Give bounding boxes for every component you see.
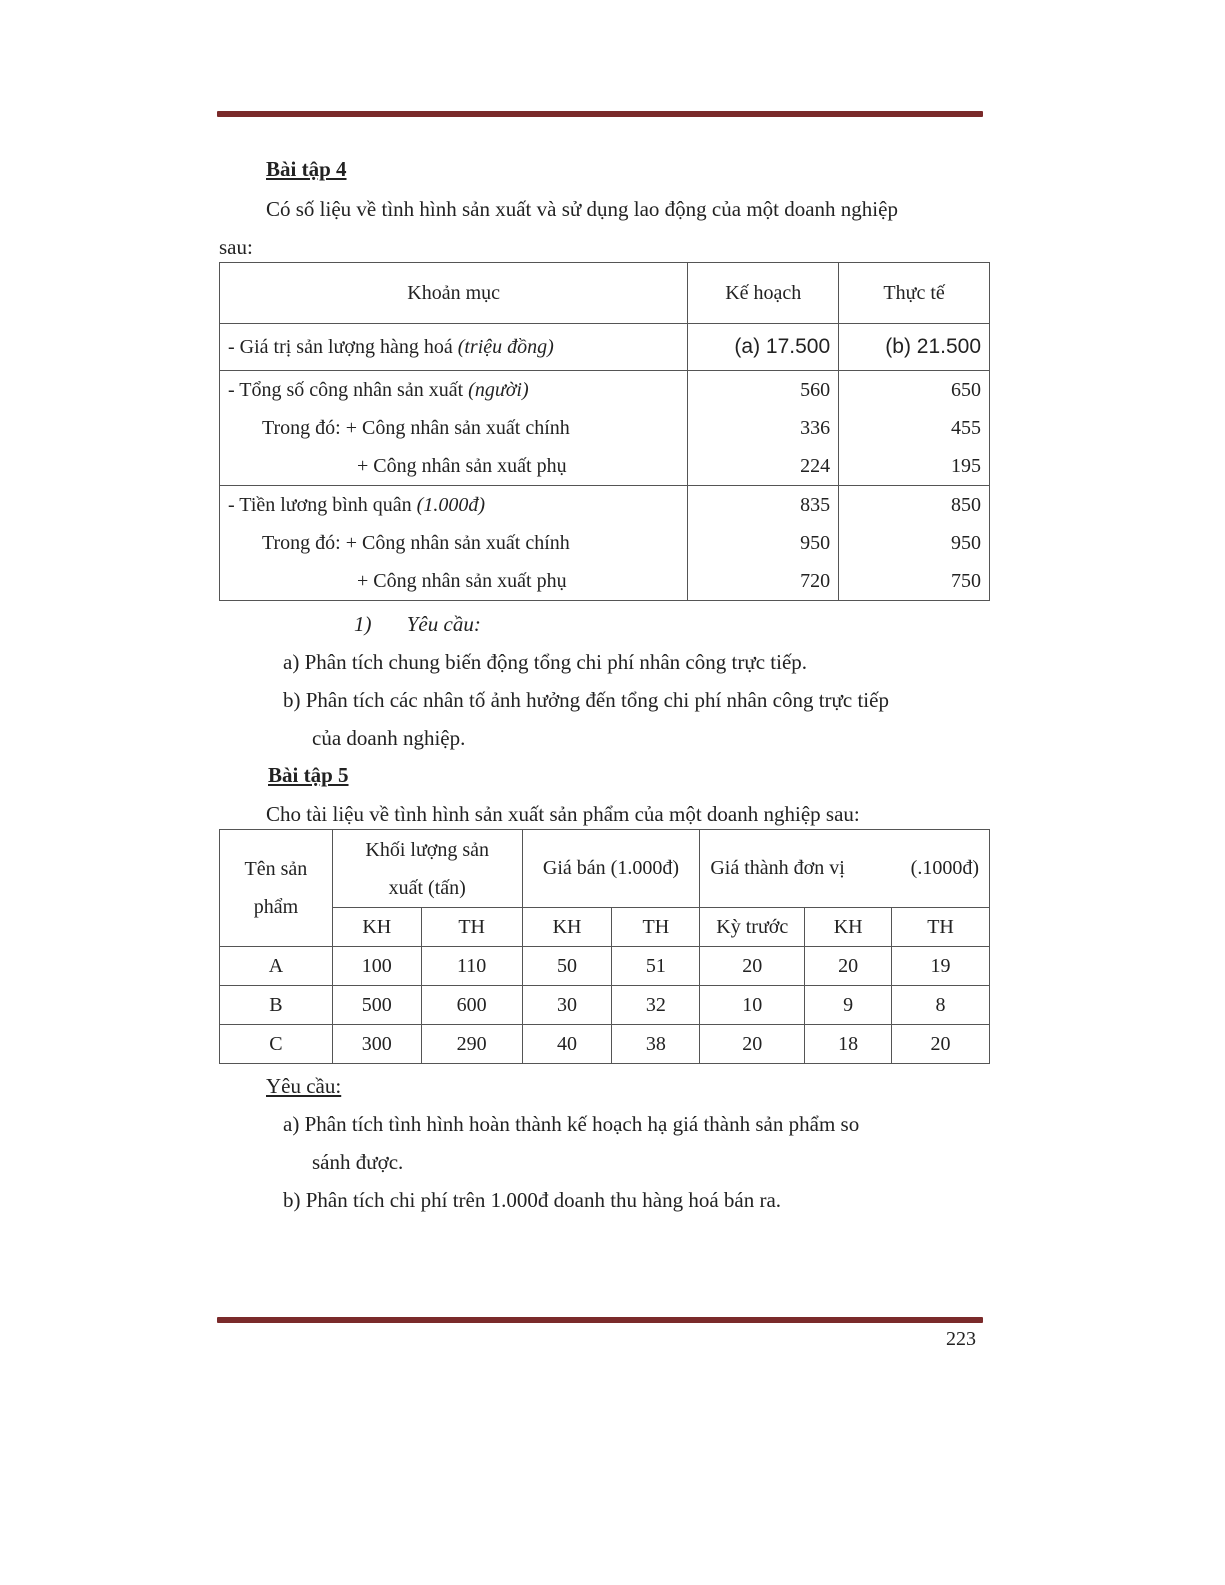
row-label: - Tiền lương bình quân (1.000đ): [220, 486, 688, 525]
header-actual: Thực tế: [839, 263, 990, 324]
top-rule: [217, 111, 983, 117]
row-plan: 560: [688, 371, 839, 410]
table-row: [220, 324, 990, 371]
row-actual: 950: [839, 524, 990, 562]
subheader-cell: Kỳ trước: [700, 908, 805, 947]
subheader-cell: TH: [612, 908, 700, 947]
table-cell: 20: [700, 1025, 805, 1064]
header-price: Giá bán (1.000đ): [522, 830, 700, 908]
exercise-5-requirement-b: b) Phân tích chi phí trên 1.000đ doanh thu hàng hoá bán ra.: [283, 1188, 782, 1212]
exercise-5-requirement-a-line1: a) Phân tích tình hình hoàn thành kế hoạch hạ giá thành sản phẩm so: [283, 1112, 860, 1136]
requirement-number: 1): [354, 612, 372, 636]
table-cell: 600: [421, 986, 522, 1025]
table-cell: 19: [892, 947, 990, 986]
row-actual: 455: [839, 409, 990, 447]
row-plan: 224: [688, 447, 839, 486]
exercise-5-requirements-heading: Yêu cầu:: [266, 1074, 342, 1098]
table-cell: 290: [421, 1025, 522, 1064]
labor-table: [219, 262, 990, 601]
row-label: - Tổng số công nhân sản xuất (người): [220, 371, 688, 410]
table-row: [220, 986, 990, 1025]
exercise-5-intro: Cho tài liệu về tình hình sản xuất sản phẩm của một doanh nghiệp sau:: [266, 802, 860, 826]
table-cell: 50: [522, 947, 612, 986]
exercise-4-title: Bài tập 4: [266, 157, 347, 181]
table-cell: 10: [700, 986, 805, 1025]
table-row: [220, 447, 990, 486]
table-cell: C: [220, 1025, 333, 1064]
exercise-4-requirement-b-line1: b) Phân tích các nhân tố ảnh hưởng đến tổng chi phí nhân công trực tiếp: [283, 688, 889, 712]
subheader-cell: TH: [892, 908, 990, 947]
table-cell: 40: [522, 1025, 612, 1064]
exercise-4-intro-line2: sau:: [219, 235, 253, 259]
table-cell: 300: [332, 1025, 421, 1064]
header-product: Tên sản phẩm: [220, 830, 333, 947]
subheader-cell: KH: [805, 908, 892, 947]
table-cell: 30: [522, 986, 612, 1025]
page-number: 223: [946, 1328, 976, 1350]
row-label: + Công nhân sản xuất phụ: [220, 447, 688, 486]
table-row: [220, 371, 990, 410]
table-cell: 18: [805, 1025, 892, 1064]
table-subheader-row: [220, 908, 990, 947]
bottom-rule: [217, 1317, 983, 1323]
table-header-row: [220, 830, 990, 908]
table-cell: B: [220, 986, 333, 1025]
exercise-4-requirement-b-line2: của doanh nghiệp.: [312, 726, 466, 750]
header-item: Khoản mục: [220, 263, 688, 324]
row-plan: 336: [688, 409, 839, 447]
table-row: [220, 1025, 990, 1064]
exercise-5-requirement-a-line2: sánh được.: [312, 1150, 404, 1174]
subheader-cell: KH: [522, 908, 612, 947]
table-cell: 8: [892, 986, 990, 1025]
requirement-title: Yêu cầu:: [406, 612, 481, 636]
row-label: Trong đó: + Công nhân sản xuất chính: [220, 524, 688, 562]
row-plan: 950: [688, 524, 839, 562]
table-cell: 20: [700, 947, 805, 986]
table-cell: 32: [612, 986, 700, 1025]
table-cell: 20: [892, 1025, 990, 1064]
table-cell: A: [220, 947, 333, 986]
header-plan: Kế hoạch: [688, 263, 839, 324]
exercise-4-requirements-heading: [354, 605, 481, 643]
header-cost: Giá thành đơn vị (.1000đ): [700, 830, 990, 908]
subheader-cell: TH: [421, 908, 522, 947]
row-actual: 850: [839, 486, 990, 525]
row-plan: 720: [688, 562, 839, 601]
table-cell: 20: [805, 947, 892, 986]
table-row: [220, 562, 990, 601]
table-row: [220, 486, 990, 525]
row-actual: 750: [839, 562, 990, 601]
table-cell: 100: [332, 947, 421, 986]
table-row: [220, 409, 990, 447]
row-label: + Công nhân sản xuất phụ: [220, 562, 688, 601]
table-cell: 500: [332, 986, 421, 1025]
row-actual: 650: [839, 371, 990, 410]
table-header-row: [220, 263, 990, 324]
table-row: [220, 524, 990, 562]
table-row: [220, 947, 990, 986]
exercise-5-title: Bài tập 5: [268, 763, 349, 787]
row-label: Trong đó: + Công nhân sản xuất chính: [220, 409, 688, 447]
table-cell: 9: [805, 986, 892, 1025]
subheader-cell: KH: [332, 908, 421, 947]
table-cell: 51: [612, 947, 700, 986]
row-label: - Giá trị sản lượng hàng hoá (triệu đồng): [220, 324, 688, 371]
exercise-4-intro-line1: Có số liệu về tình hình sản xuất và sử dụng lao động của một doanh nghiệp: [266, 197, 898, 221]
row-plan: (a) 17.500: [688, 324, 839, 371]
row-actual: 195: [839, 447, 990, 486]
table-cell: 38: [612, 1025, 700, 1064]
exercise-4-requirement-a: a) Phân tích chung biến động tổng chi phí nhân công trực tiếp.: [283, 650, 808, 674]
header-volume: Khối lượng sản xuất (tấn): [332, 830, 522, 908]
row-actual: (b) 21.500: [839, 324, 990, 371]
row-plan: 835: [688, 486, 839, 525]
table-cell: 110: [421, 947, 522, 986]
product-table: [219, 829, 990, 1064]
